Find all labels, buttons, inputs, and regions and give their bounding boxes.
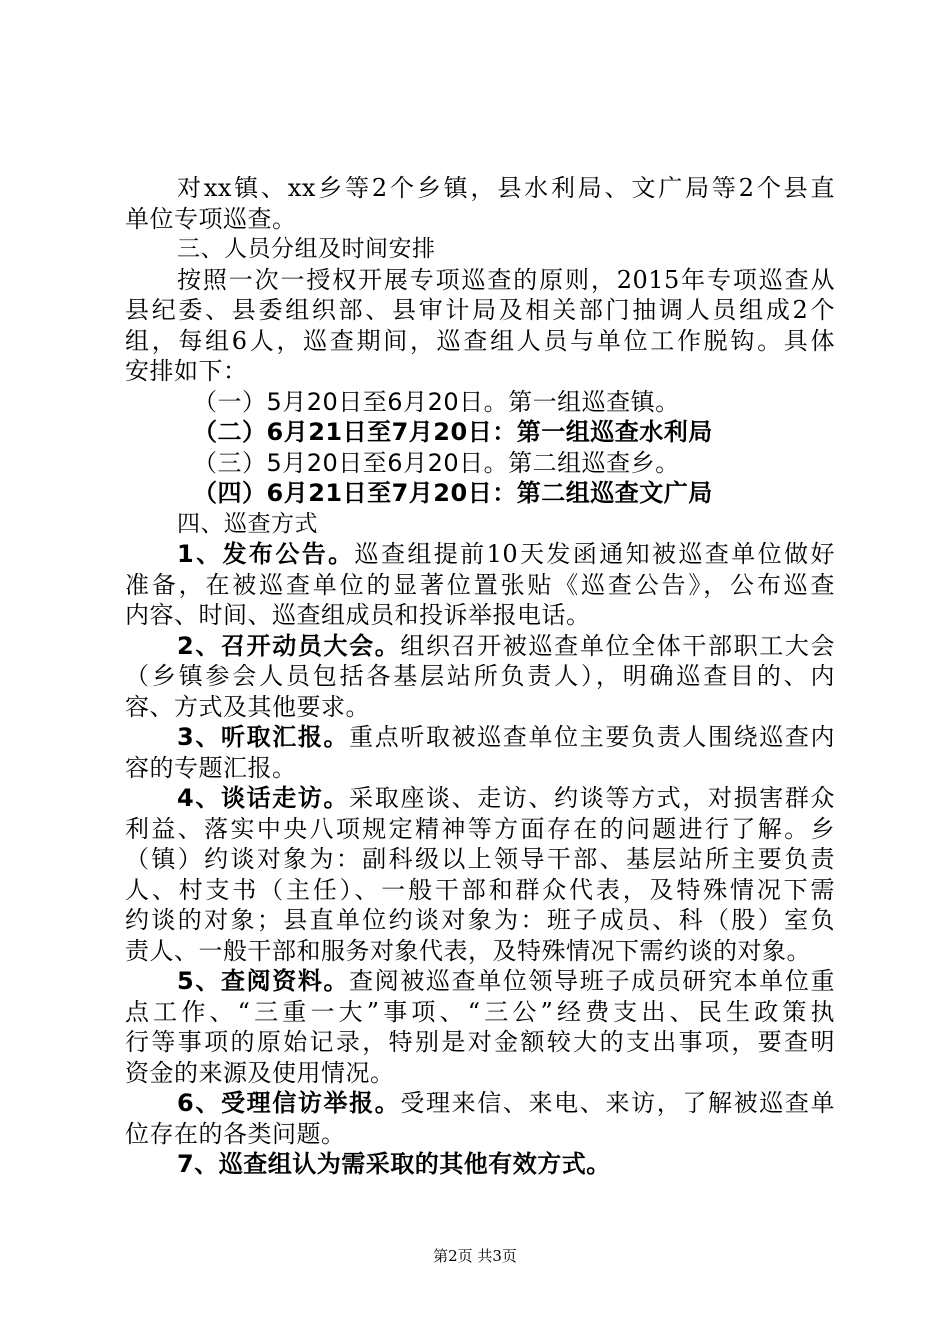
method-text: 受理来信、来电、来访，了解被巡查单 (400, 1089, 835, 1117)
paragraph-line: 组，每组6人，巡查期间，巡查组人员与单位工作脱钩。具体 (125, 326, 835, 355)
schedule-label: （二）6月21日至7月20日： (193, 418, 517, 446)
paragraph-line: 容、方式及其他要求。 (125, 692, 370, 721)
section-heading-4: 四、巡查方式 (177, 510, 318, 537)
paragraph-line: 县纪委、县委组织部、县审计局及相关部门抽调人员组成2个 (125, 296, 835, 324)
method-title: 5、查阅资料。 (177, 967, 350, 995)
paragraph-line: 点工作、“三重一大”事项、“三公”经费支出、民生政策执 (125, 997, 835, 1026)
paragraph-line: 行等事项的原始记录，特别是对金额较大的支出事项，要查明 (125, 1028, 835, 1056)
schedule-item-3 (125, 448, 835, 479)
method-2-line (125, 631, 835, 662)
paragraph-line: （镇）约谈对象为：副科级以上领导干部、基层站所主要负责 (125, 845, 835, 873)
method-text: 巡查组提前10天发函通知被巡查单位做好 (354, 540, 835, 568)
paragraph-line: （乡镇参会人员包括各基层站所负责人），明确巡查目的、内 (125, 662, 835, 690)
schedule-text: 第二组巡查乡。 (508, 448, 680, 477)
paragraph-line: 按照一次一授权开展专项巡查的原则，2015年专项巡查从 (177, 265, 835, 294)
method-5-line (125, 966, 835, 997)
schedule-text: 第二组巡查文广局 (516, 479, 713, 507)
schedule-item-2 (125, 417, 835, 448)
method-title: 3、听取汇报。 (177, 723, 350, 751)
schedule-item-1 (125, 387, 835, 418)
method-text: 组织召开被巡查单位全体干部职工大会 (400, 631, 835, 660)
method-text: 采取座谈、走访、约谈等方式，对损害群众 (349, 784, 835, 812)
schedule-text: 第一组巡查镇。 (508, 387, 680, 416)
method-text: 查阅被巡查单位领导班子成员研究本单位重 (349, 967, 835, 995)
section-heading-3: 三、人员分组及时间安排 (177, 236, 436, 262)
paragraph-line: 单位专项巡查。 (125, 204, 297, 233)
paragraph-line: 容的专题汇报。 (125, 753, 297, 782)
paragraph-line: 利益、落实中央八项规定精神等方面存在的问题进行了解。乡 (125, 814, 835, 843)
document-body (125, 173, 835, 1180)
method-title: 7、巡查组认为需采取的其他有效方式。 (177, 1150, 611, 1178)
method-4-line (125, 783, 835, 814)
method-3-line (125, 722, 835, 753)
method-title: 4、谈话走访。 (177, 784, 350, 812)
method-7-line (125, 1149, 835, 1180)
paragraph-line: 资金的来源及使用情况。 (125, 1058, 395, 1087)
method-title: 1、发布公告。 (177, 540, 355, 568)
paragraph-line: 位存在的各类问题。 (125, 1119, 346, 1148)
paragraph-line: 内容、时间、巡查组成员和投诉举报电话。 (125, 601, 591, 629)
paragraph-line: 安排如下： (125, 357, 248, 385)
method-6-line (125, 1088, 835, 1119)
method-text: 重点听取被巡查单位主要负责人围绕巡查内 (349, 723, 835, 751)
paragraph-line: 对xx镇、xx乡等2个乡镇，县水利局、文广局等2个县直 (177, 174, 835, 202)
paragraph-line: 约谈的对象；县直单位约谈对象为：班子成员、科（股）室负 (125, 906, 835, 934)
schedule-label: （一）5月20日至6月20日。 (193, 387, 509, 416)
paragraph-line: 准备，在被巡查单位的显著位置张贴《巡查公告》，公布巡查 (125, 570, 835, 599)
method-title: 6、受理信访举报。 (177, 1089, 401, 1117)
schedule-item-4 (125, 478, 835, 509)
schedule-label: （三）5月20日至6月20日。 (193, 448, 509, 477)
page-footer: 第2页 共3页 (433, 1247, 517, 1265)
method-1-line (125, 539, 835, 570)
paragraph-line: 人、村支书（主任）、一般干部和群众代表，及特殊情况下需 (125, 875, 835, 904)
schedule-text: 第一组巡查水利局 (516, 418, 713, 446)
schedule-label: （四）6月21日至7月20日： (193, 479, 517, 507)
paragraph-line: 责人、一般干部和服务对象代表，及特殊情况下需约谈的对象。 (125, 936, 811, 965)
method-title: 2、召开动员大会。 (177, 631, 401, 660)
